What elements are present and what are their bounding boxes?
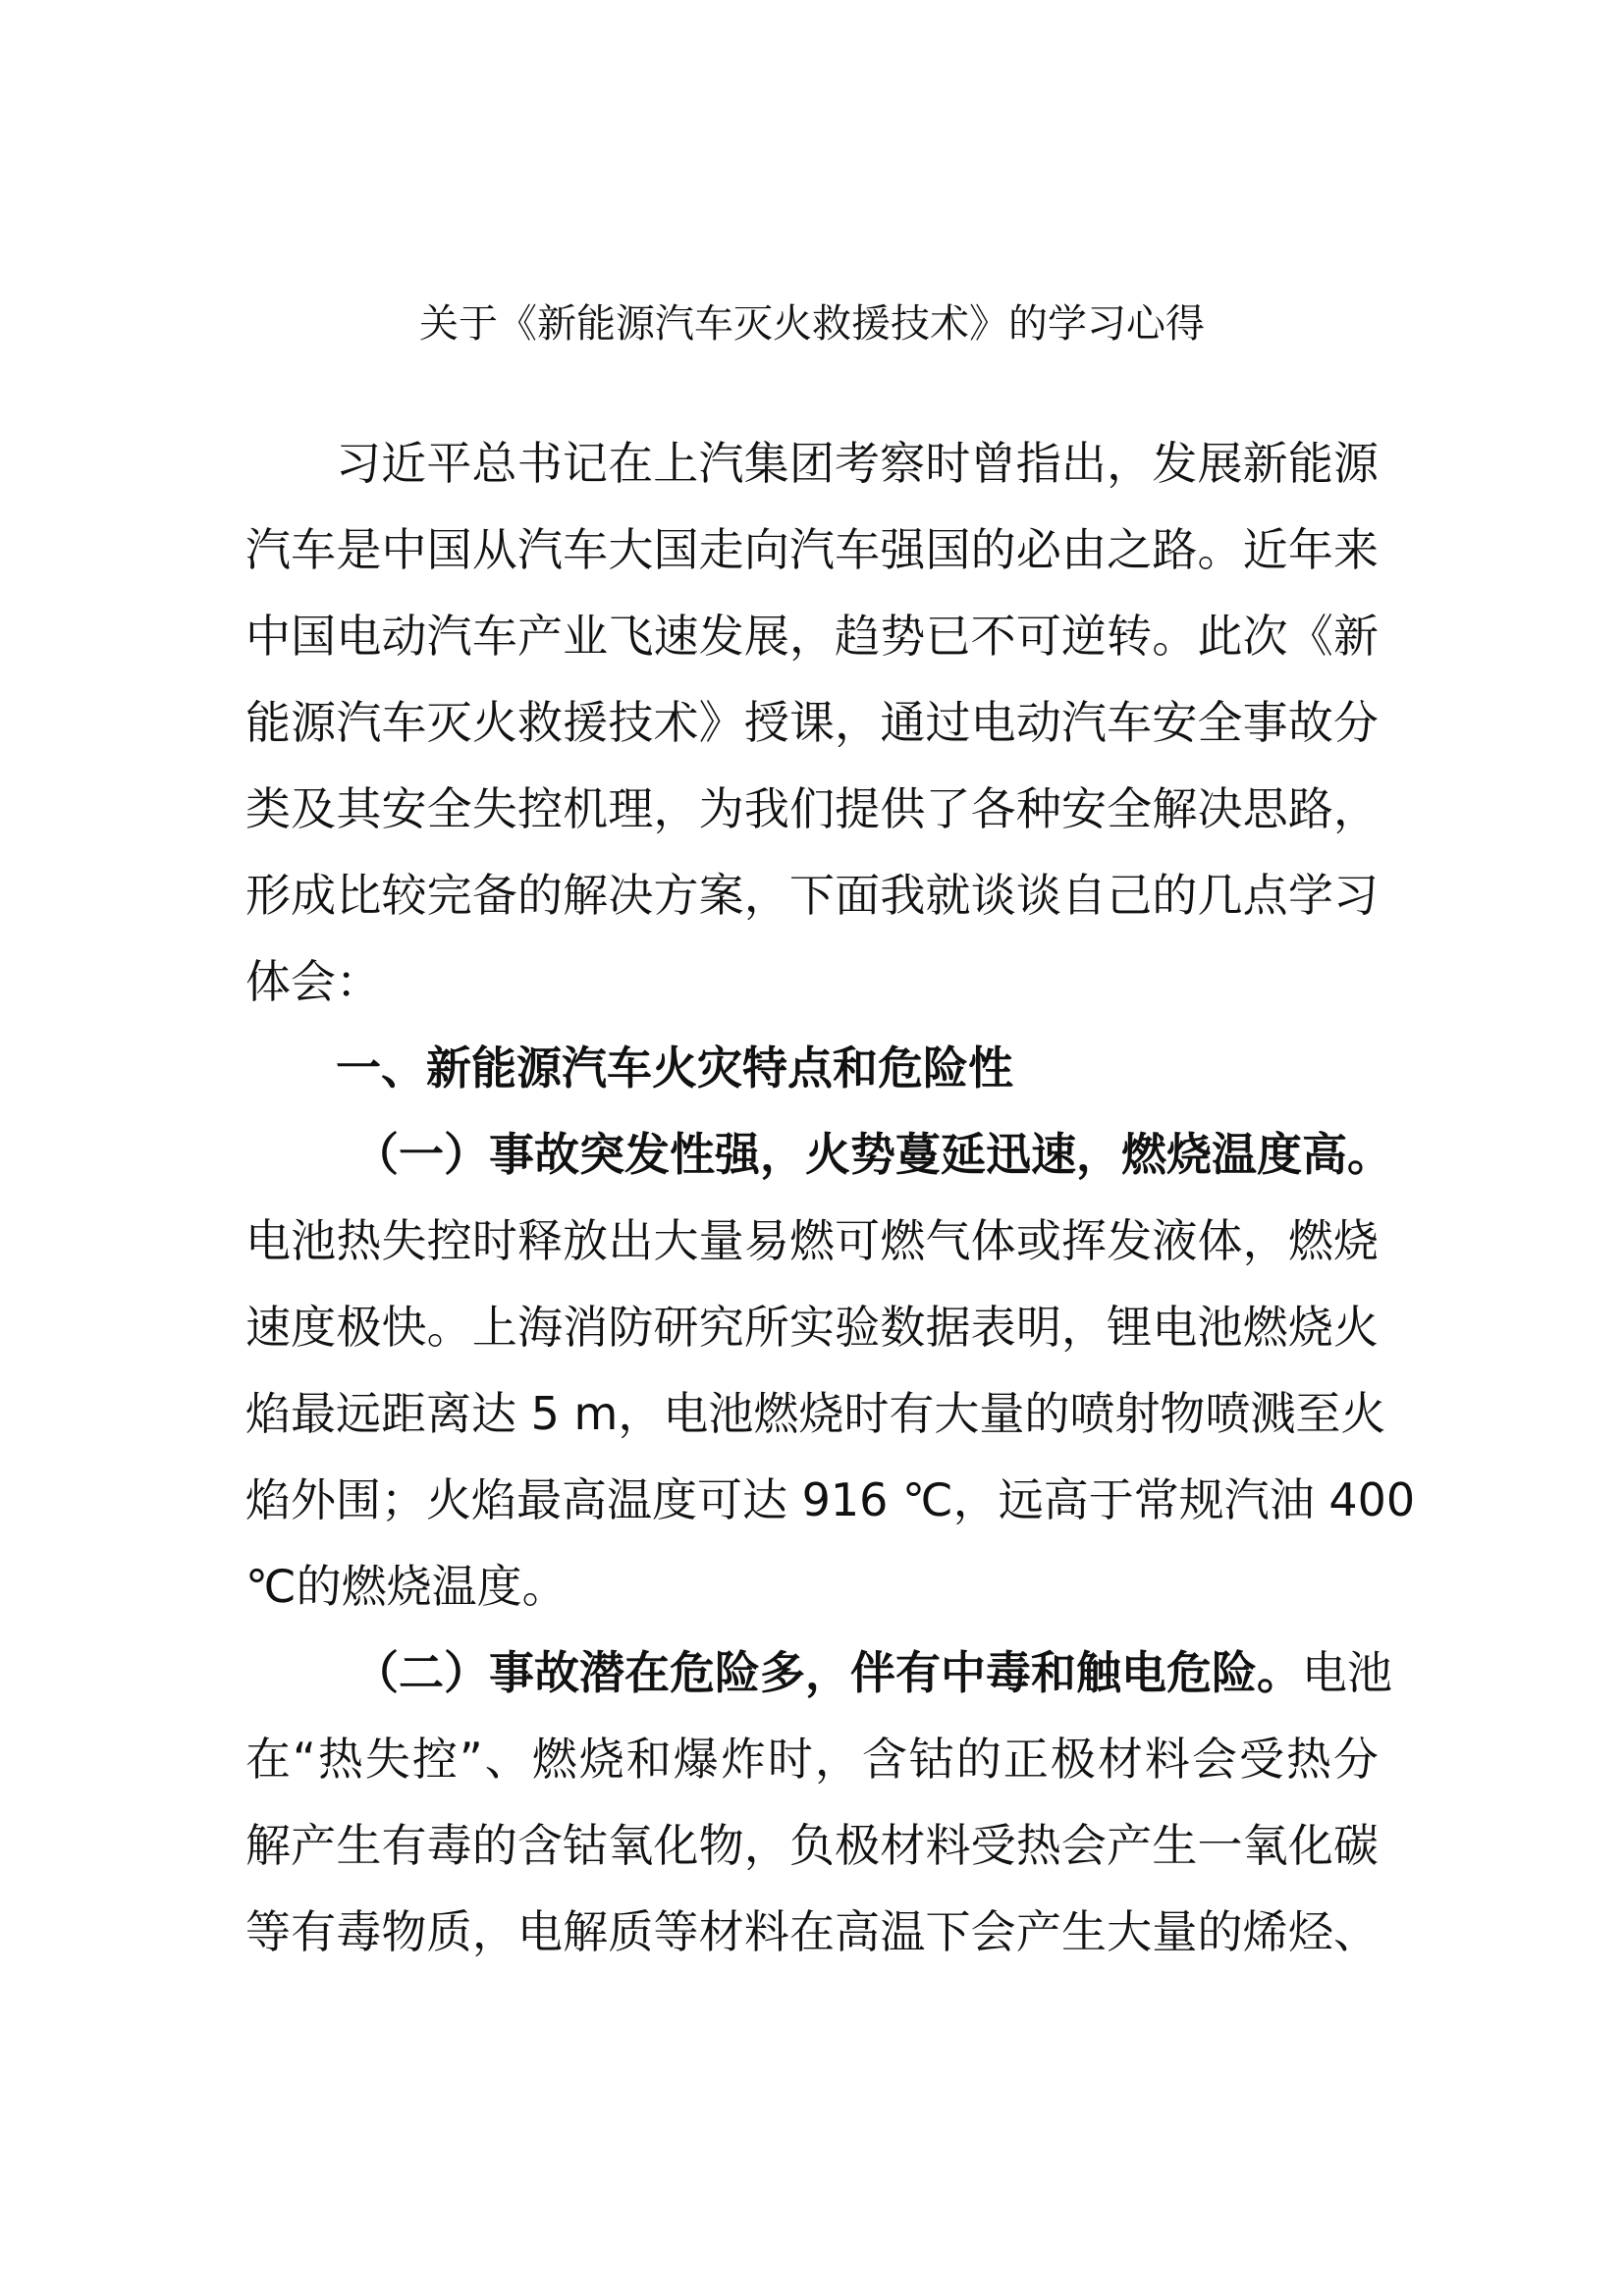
intro-line: 习近平总书记在上汽集团考察时曾指出，发展新能源 [336,437,1379,490]
subsection-heading: （二）事故潜在危险多，伴有中毒和触电危险。 [353,1646,1302,1699]
intro-line: 体会： [245,955,381,1008]
subsection-heading-tail: 电池 [1302,1646,1392,1699]
document-body [245,420,1416,1975]
section-heading: 一、新能源汽车火灾特点和危险性 [336,1041,1013,1095]
paragraph-line: 解产生有毒的含钴氧化物，负极材料受热会产生一氧化碳 [245,1819,1379,1872]
paragraph-line: 电池热失控时释放出大量易燃可燃气体或挥发液体，燃烧 [245,1214,1379,1267]
document-title: 关于《新能源汽车灭火救援技术》的学习心得 [419,301,1205,347]
intro-line: 形成比较完备的解决方案，下面我就谈谈自己的几点学习 [245,869,1379,922]
intro-line: 汽车是中国从汽车大国走向汽车强国的必由之路。近年来 [245,523,1379,576]
subsection-line [245,1629,1392,1716]
paragraph-line: 焰外围；火焰最高温度可达 916 ℃，远高于常规汽油 400 [245,1473,1416,1526]
paragraph-line: ℃的燃烧温度。 [245,1560,568,1613]
paragraph-line: 等有毒物质，电解质等材料在高温下会产生大量的烯烃、 [245,1905,1379,1958]
paragraph-line: 焰最远距离达 5 m，电池燃烧时有大量的喷射物喷溅至火 [245,1387,1386,1440]
intro-line: 类及其安全失控机理，为我们提供了各种安全解决思路， [245,782,1379,835]
intro-line: 能源汽车灭火救援技术》授课，通过电动汽车安全事故分 [245,696,1379,749]
paragraph-line: 速度极快。上海消防研究所实验数据表明，锂电池燃烧火 [245,1301,1379,1354]
subsection-heading: （一）事故突发性强，火势蔓延迅速，燃烧温度高。 [353,1128,1392,1181]
paragraph-line: 在“热失控”、燃烧和爆炸时，含钴的正极材料会受热分 [245,1733,1379,1786]
intro-line: 中国电动汽车产业飞速发展，趋势已不可逆转。此次《新 [245,610,1379,663]
